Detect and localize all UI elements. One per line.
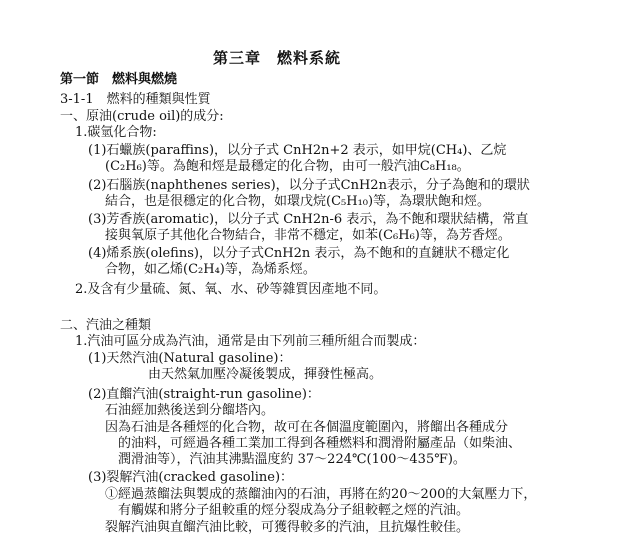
text-line: 二、汽油之種類 bbox=[60, 318, 152, 333]
text-line: 合物，如乙烯(C₂H₄)等，為烯系烴。 bbox=[105, 262, 316, 277]
text-line: (2)石腦族(naphthenes series)，以分子式CnH2n表示，分子為飽和的環狀 bbox=[88, 178, 530, 193]
text-line: (3)芳香族(aromatic)，以分子式 CnH2n-6 表示，為不飽和環狀結構，常直 bbox=[88, 212, 529, 227]
text-line: 有觸媒和將分子組較重的烴分裂成為分子組較輕之烴的汽油。 bbox=[118, 503, 470, 518]
text-line: (2)直餾汽油(straight-run gasoline)： bbox=[88, 387, 320, 402]
text-line: 裂解汽油與直餾汽油比較，可獲得較多的汽油，且抗爆性較佳。 bbox=[105, 520, 470, 535]
text-line: 1.碳氫化合物: bbox=[75, 125, 157, 140]
text-line: 1.汽油可區分成為汽油，通常是由下列前三種所組合而製成： bbox=[75, 334, 426, 349]
text-line: 石油經加熱後送到分餾塔內。 bbox=[105, 403, 275, 418]
chapter-title: 第三章 燃料系統 bbox=[213, 49, 342, 67]
text-line: (1)天然汽油(Natural gasoline)： bbox=[88, 351, 292, 366]
text-line: 結合，也是很穩定的化合物，如環戊烷(C₅H₁₀)等，為環狀飽和烴。 bbox=[105, 194, 491, 209]
text-line: (3)裂解汽油(cracked gasoline)： bbox=[88, 470, 294, 485]
text-line: (4)烯系族(olefins)，以分子式CnH2n 表示，為不飽和的直鏈狀不穩定化 bbox=[88, 246, 510, 261]
text-line: 因為石油是各種烴的化合物，故可在各個溫度範圍內，將餾出各種成分 bbox=[105, 420, 509, 435]
text-line: ①經過蒸餾法與製成的蒸餾油內的石油，再將在約20～200的大氣壓力下， bbox=[105, 487, 537, 502]
text-line: 一、原油(crude oil)的成分: bbox=[60, 109, 224, 124]
subsection-title: 3-1-1 燃料的種類與性質 bbox=[60, 92, 211, 107]
text-line: 潤滑油等），汽油其沸點溫度約 37～224℃(100～435℉)。 bbox=[118, 452, 466, 467]
text-line: 2.及含有少量硫、氮、氧、水、砂等雜質因產地不同。 bbox=[75, 282, 387, 297]
section-title: 第一節 燃料與燃燒 bbox=[60, 72, 178, 87]
text-line: 由天然氣加壓冷凝後製成，揮發性極高。 bbox=[148, 367, 383, 382]
text-line: 的油料，可經過各種工業加工得到各種燃料和潤滑附屬產品（如柴油、 bbox=[118, 436, 522, 451]
text-line: 接與氧原子其他化合物結合，非常不穩定，如苯(C₆H₆)等，為芳香烴。 bbox=[105, 228, 511, 243]
text-line: (C₂H₆)等。為飽和烴是最穩定的化合物，由可一般汽油C₈H₁₈。 bbox=[105, 159, 470, 174]
text-line: (1)石蠟族(paraffins)，以分子式 CnH2n+2 表示，如甲烷(CH₄)、乙烷 bbox=[88, 143, 507, 158]
